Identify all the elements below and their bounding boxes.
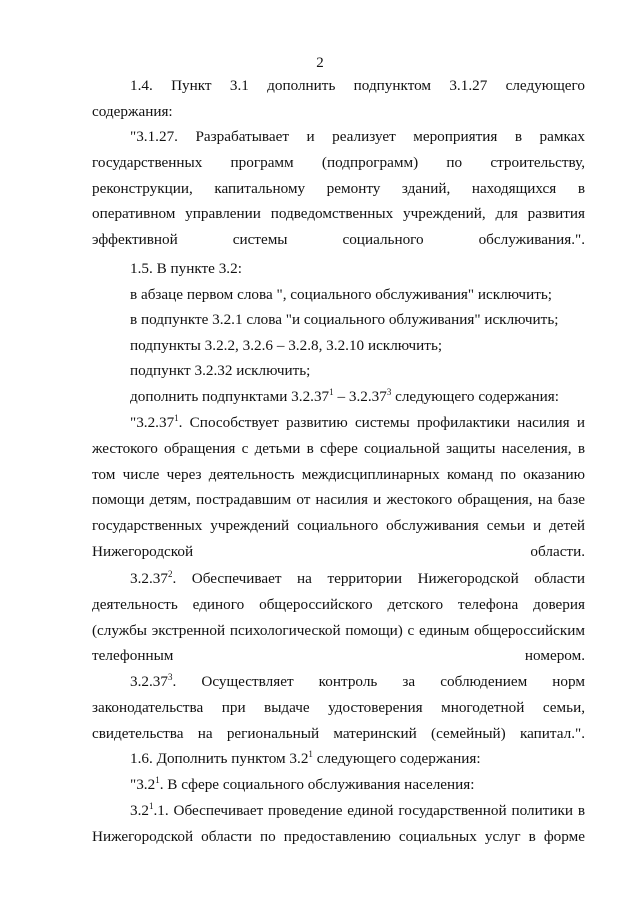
text-line — [92, 643, 585, 669]
superscript: 2 — [167, 569, 173, 579]
text-run: свидетельства на региональный материнский (семейный) капитал.". — [92, 724, 585, 742]
text-run: . В сфере социального обслуживания населения: — [159, 776, 475, 793]
superscript: 1 — [148, 801, 154, 811]
paragraph-3-2-37-3 — [92, 669, 585, 746]
superscript: 3 — [386, 387, 392, 397]
text-line — [92, 176, 585, 202]
paragraph-1-4 — [92, 73, 585, 125]
text-line — [92, 487, 585, 513]
text-run: Нижегородской области по предоставлению социальных услуг в форме — [92, 827, 585, 845]
text-line — [92, 201, 585, 227]
text-run: Нижегородской области. — [92, 542, 585, 560]
text-run: законодательства при выдаче удостоверения многодетной семьи, — [92, 698, 585, 716]
superscript: 1 — [155, 775, 160, 785]
text-run: 1.6. Дополнить пунктом 3.2 — [130, 750, 309, 767]
text-line — [92, 721, 585, 747]
text-run: "3.2.37 — [130, 414, 175, 431]
text-line — [92, 307, 585, 333]
paragraph-3-2-1-1 — [92, 798, 585, 850]
paragraph-3-2-37-2 — [92, 566, 585, 669]
superscript: 1 — [174, 413, 179, 423]
text-line — [92, 695, 585, 721]
paragraph-1-5-item-remove-subclauses — [92, 333, 585, 359]
text-run: 3.2 — [130, 802, 149, 819]
text-line — [92, 798, 585, 824]
paragraph-3-2-1 — [92, 772, 585, 798]
superscript: 1 — [308, 749, 313, 759]
text-line — [92, 384, 585, 410]
text-run: жестокого обращения с детьми в сфере социальной защиты населения, в — [92, 439, 585, 457]
paragraph-1-5 — [92, 256, 585, 282]
text-run: том числе через деятельность междисциплинарных команд по оказанию — [92, 465, 585, 483]
text-run: (службы экстренной психологической помощи) с единым общероссийским — [92, 621, 585, 639]
paragraph-3-2-37-1 — [92, 410, 585, 565]
text-line — [92, 618, 585, 644]
text-line — [92, 99, 585, 125]
text-run: "3.1.27. Разрабатывает и реализует мероприятия в рамках — [130, 128, 585, 145]
text-line — [92, 824, 585, 850]
paragraph-1-5-item-add-subclauses — [92, 384, 585, 410]
text-line — [92, 282, 585, 308]
text-line — [92, 124, 585, 150]
superscript: 1 — [329, 387, 334, 397]
text-run: оперативном управлении подведомственных учреждений, для развития — [92, 205, 585, 223]
text-line — [92, 669, 585, 695]
text-run: государственных программ (подпрограмм) по строительству, — [92, 153, 585, 171]
paragraph-1-5-item-first-paragraph — [92, 282, 585, 308]
paragraph-3-1-27 — [92, 124, 585, 253]
text-run: дополнить подпунктами 3.2.37 — [130, 388, 330, 405]
text-run: содержания: — [92, 102, 173, 120]
text-run: государственных учреждений социального обслуживания семьи и детей — [92, 517, 585, 535]
text-line — [92, 410, 585, 436]
text-line — [92, 592, 585, 618]
text-run: 1.4. Пункт 3.1 дополнить подпунктом 3.1.27 следующего — [130, 77, 585, 94]
text-run: следующего содержания: — [391, 388, 559, 405]
text-run: подпункт 3.2.32 исключить; — [130, 362, 311, 379]
text-line — [92, 539, 585, 565]
text-line — [92, 358, 585, 384]
text-run: в абзаце первом слова ", социального обслуживания" исключить; — [130, 286, 552, 303]
text-run: помощи детям, пострадавшим от насилия и жестокого обращения, на базе — [92, 491, 585, 509]
text-run: . Обеспечивает на территории Нижегородской области — [172, 570, 585, 587]
text-run: .1. Обеспечивает проведение единой государственной политики в — [153, 802, 585, 819]
text-line — [92, 150, 585, 176]
text-run: эффективной системы социального обслуживания.". — [92, 231, 585, 249]
text-run: реконструкции, капитальному ремонту зданий, находящихся в — [92, 179, 585, 197]
text-line — [92, 566, 585, 592]
paragraph-1-6 — [92, 746, 585, 772]
text-run: "3.2 — [130, 776, 156, 793]
paragraph-1-5-item-3-2-1 — [92, 307, 585, 333]
text-run: в подпункте 3.2.1 слова "и социального облуживания" исключить; — [130, 311, 559, 328]
text-run: . Осуществляет контроль за соблюдением норм — [172, 673, 585, 690]
text-run: 1.5. В пункте 3.2: — [130, 260, 242, 277]
text-line — [92, 436, 585, 462]
text-line — [92, 73, 585, 99]
text-run: подпункты 3.2.2, 3.2.6 – 3.2.8, 3.2.10 исключить; — [130, 337, 443, 354]
text-line — [92, 462, 585, 488]
text-line — [92, 513, 585, 539]
text-run: . Способствует развитию системы профилактики насилия и — [178, 414, 585, 431]
text-run: 3.2.37 — [130, 570, 168, 587]
text-run: – 3.2.37 — [333, 388, 387, 405]
text-line — [92, 256, 585, 282]
text-line — [92, 227, 585, 253]
text-run: следующего содержания: — [312, 750, 481, 767]
text-run: 3.2.37 — [130, 673, 168, 690]
text-line — [92, 333, 585, 359]
paragraph-1-5-item-3-2-32 — [92, 358, 585, 384]
text-line — [92, 746, 585, 772]
superscript: 3 — [167, 672, 173, 682]
text-line — [92, 772, 585, 798]
text-run: телефонным номером. — [92, 647, 585, 665]
text-run: деятельность единого общероссийского детского телефона доверия — [92, 595, 585, 613]
page-number: 2 — [316, 55, 324, 71]
